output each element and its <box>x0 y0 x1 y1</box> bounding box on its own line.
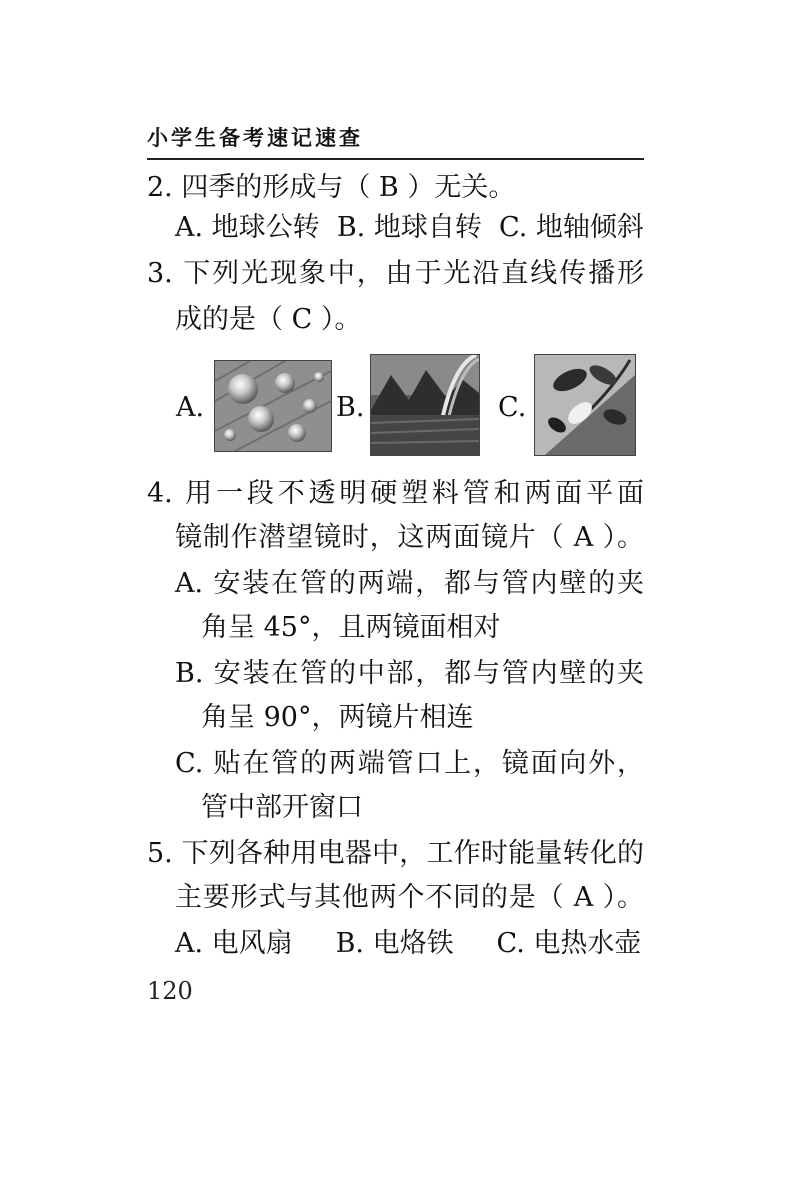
question-5-options: A. 电风扇 B. 电烙铁 C. 电热水壶 <box>175 928 642 959</box>
question-4-stem-line-2: 镜制作潜望镜时，这两面镜片（ A ）。 <box>175 522 644 553</box>
question-4-stem-line-1: 4. 用一段不透明硬塑料管和两面平面 <box>147 478 644 509</box>
leaf-shadow-icon <box>534 354 636 456</box>
question-4-option-c-line-1: C. 贴在管的两端管口上，镜面向外， <box>175 748 644 779</box>
question-4-option-a-line-1: A. 安装在管的两端，都与管内壁的夹 <box>175 568 644 599</box>
question-4-option-a-line-2: 角呈 45°，且两镜面相对 <box>201 612 501 643</box>
question-4-option-b-line-2: 角呈 90°，两镜片相连 <box>201 702 474 733</box>
question-3-stem-line-2: 成的是（ C ）。 <box>175 304 362 335</box>
question-4-option-b-line-1: B. 安装在管的中部，都与管内壁的夹 <box>175 658 644 689</box>
question-3-stem-line-1: 3. 下列光现象中，由于光沿直线传播形 <box>147 258 644 289</box>
question-3-option-a-label: A. <box>176 392 205 423</box>
question-4-option-c-line-2: 管中部开窗口 <box>201 792 363 823</box>
page-number: 120 <box>147 977 193 1005</box>
question-2-stem: 2. 四季的形成与（ B ）无关。 <box>147 172 516 203</box>
rainbow-over-lake-icon <box>370 354 480 456</box>
book-title: 小学生备考速记速查 <box>147 126 363 150</box>
question-5-stem-line-2: 主要形式与其他两个不同的是（ A ）。 <box>175 882 644 913</box>
question-3-option-b-label: B. <box>336 392 365 423</box>
running-header <box>147 118 644 160</box>
question-2-options: A. 地球公转 B. 地球自转 C. 地轴倾斜 <box>175 212 644 243</box>
question-3-option-c-label: C. <box>498 392 527 423</box>
water-droplets-on-leaf-icon <box>214 360 332 452</box>
question-5-stem-line-1: 5. 下列各种用电器中，工作时能量转化的 <box>147 838 644 869</box>
